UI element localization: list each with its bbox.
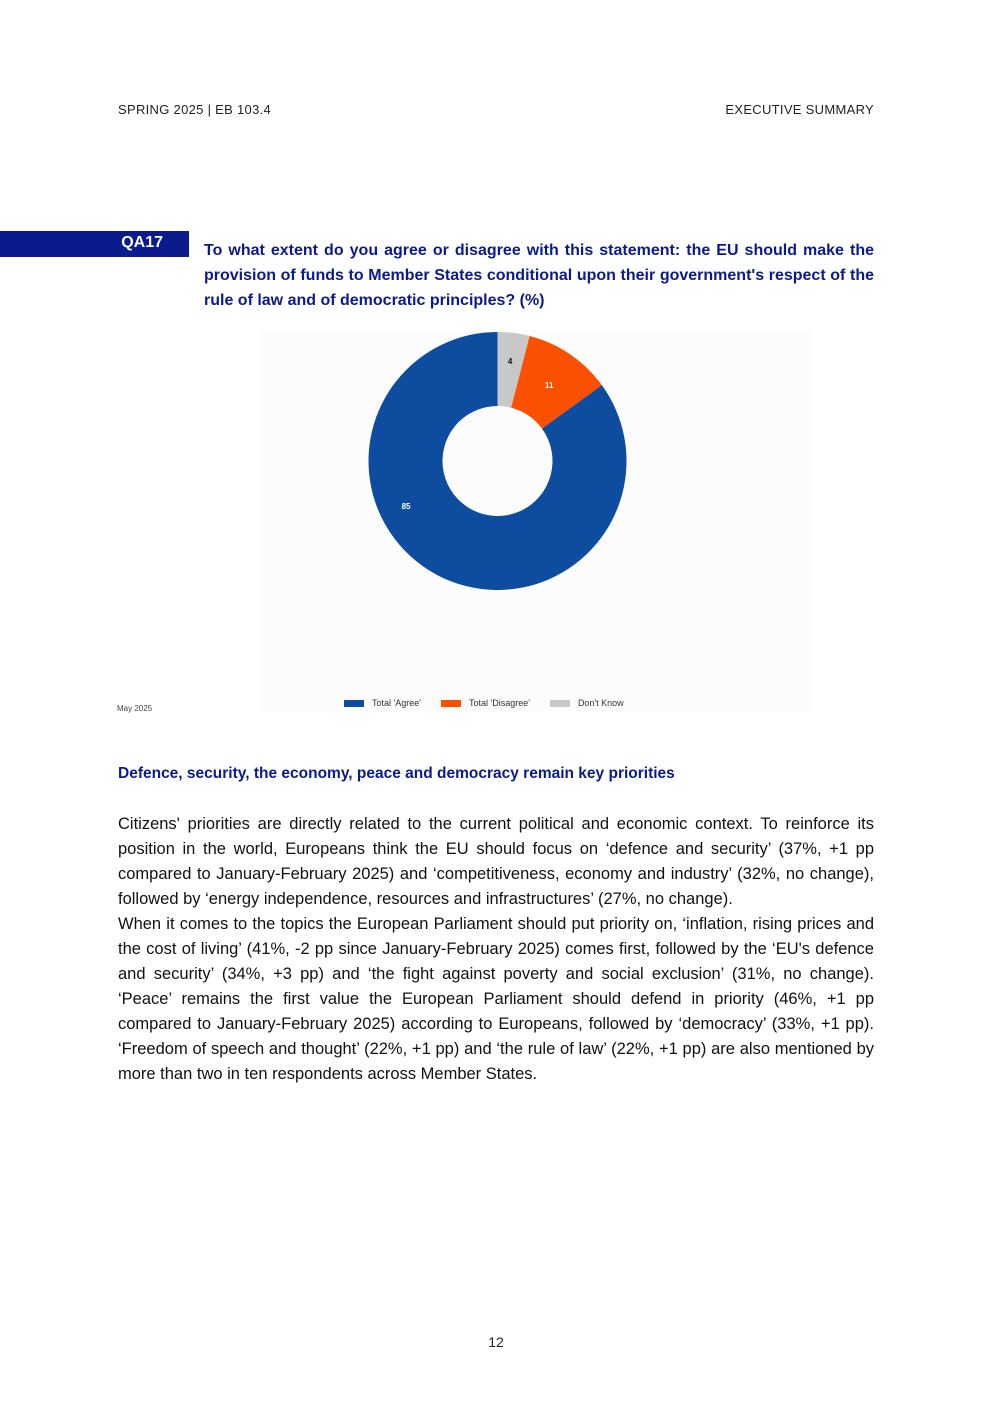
source-date: May 2025 [117,704,153,713]
running-header-right: EXECUTIVE SUMMARY [725,102,874,117]
question-code-bar [0,231,189,257]
slice-value-label: 85 [401,502,411,512]
legend-item-disagree [441,698,530,708]
question-title: To what extent do you agree or disagree with this statement: the EU should make the provision of funds to Member States conditional upon their government's respect of the rule of law and of democratic principles? (%) [204,242,874,309]
donut-chart [260,330,813,711]
legend-label: Total 'Disagree' [468,698,530,708]
section-heading: Defence, security, the economy, peace and democracy remain key priorities [118,765,675,782]
donut-chart-svg [260,330,813,711]
legend-item-dont-know [550,698,624,708]
legend-swatch-disagree [441,700,461,707]
legend-label: Don't Know [577,698,624,708]
paragraph: Citizens' priorities are directly related to the current political and economic context. To reinforce its position in the world, Europeans think the EU should focus on ‘defence and security’ (37%, +1 pp compared to January-February 2025) and ‘competitiveness, economy and industry’ (32%, no change), followed by ‘energy independence, resources and infrastructures’ (27%, no change). [118,815,874,908]
body-text [118,812,874,1087]
slice-value-label: 11 [544,380,554,390]
legend-label: Total 'Agree' [372,698,421,708]
legend-swatch-dont-know [550,700,570,707]
question-code: QA17 [121,234,163,251]
legend-item-agree [344,698,421,708]
slice-value-label: 4 [507,356,513,366]
running-header-left: SPRING 2025 | EB 103.4 [118,102,272,117]
page-number: 12 [488,1334,504,1350]
legend-swatch-agree [344,700,364,707]
chart-legend [344,698,624,708]
paragraph: When it comes to the topics the European Parliament should put priority on, ‘inflation, rising prices and the cost of living’ (41%, -2 pp since January-February 2025) comes first, followed by the ‘EU's defence and security’ (34%, +3 pp) and ‘the fight against poverty and social exclusion’ (31%, no change). ‘Peace’ remains the first value the European Parliament should defend in priority (46%, +1 pp compared to January-February 2025) according to Europeans, followed by ‘democracy’ (33%, +1 pp). ‘Freedom of speech and thought’ (22%, +1 pp) and ‘the rule of law’ (22%, +1 pp) are also mentioned by more than two in ten respondents across Member States. [118,915,874,1083]
